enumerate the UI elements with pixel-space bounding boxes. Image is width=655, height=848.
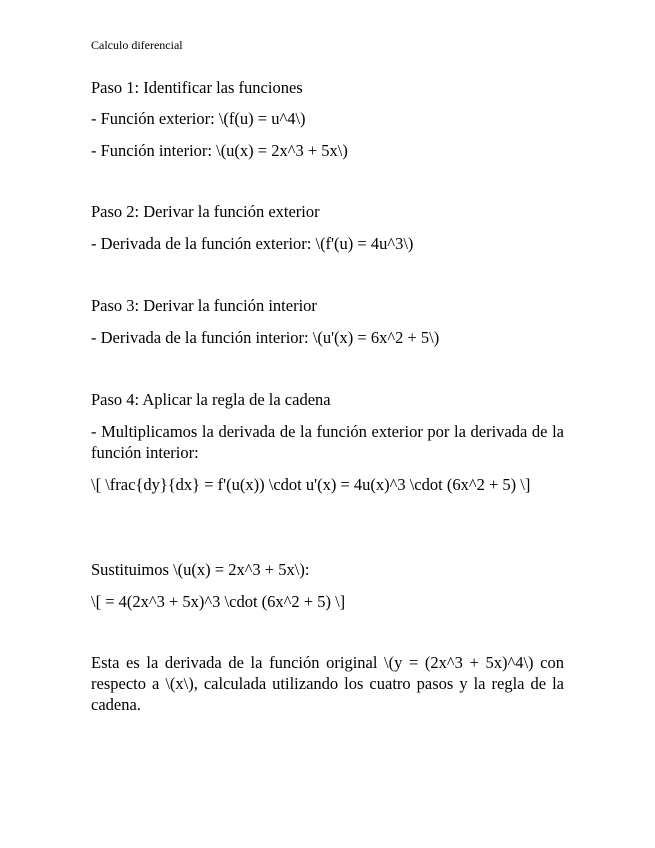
step-1-line-2: - Función interior: \(u(x) = 2x^3 + 5x\) — [91, 141, 348, 160]
step-3-line-1: - Derivada de la función interior: \(u'(x) = 6x^2 + 5\) — [91, 328, 440, 347]
step-4-line-1: - Multiplicamos la derivada de la función exterior por la derivada de la función interior: — [91, 422, 564, 462]
step-1-title: Paso 1: Identificar las funciones — [91, 78, 303, 97]
step-4-title: Paso 4: Aplicar la regla de la cadena — [91, 390, 331, 409]
step-4-formula: \[ \frac{dy}{dx} = f'(u(x)) \cdot u'(x) = 4u(x)^3 \cdot (6x^2 + 5) \] — [91, 475, 531, 494]
running-header: Calculo diferencial — [91, 38, 183, 52]
conclusion-paragraph: Esta es la derivada de la función original \(y = (2x^3 + 5x)^4\) con respecto a \(x\), calculada utilizando los cuatro pasos y la regla de la cadena. — [91, 653, 564, 714]
substitution-formula: \[ = 4(2x^3 + 5x)^3 \cdot (6x^2 + 5) \] — [91, 592, 346, 611]
substitution-intro: Sustituimos \(u(x) = 2x^3 + 5x\): — [91, 560, 310, 579]
step-2-line-1: - Derivada de la función exterior: \(f'(u) = 4u^3\) — [91, 234, 414, 253]
step-3-title: Paso 3: Derivar la función interior — [91, 296, 317, 315]
step-1-line-1: - Función exterior: \(f(u) = u^4\) — [91, 109, 306, 128]
step-2-title: Paso 2: Derivar la función exterior — [91, 202, 320, 221]
